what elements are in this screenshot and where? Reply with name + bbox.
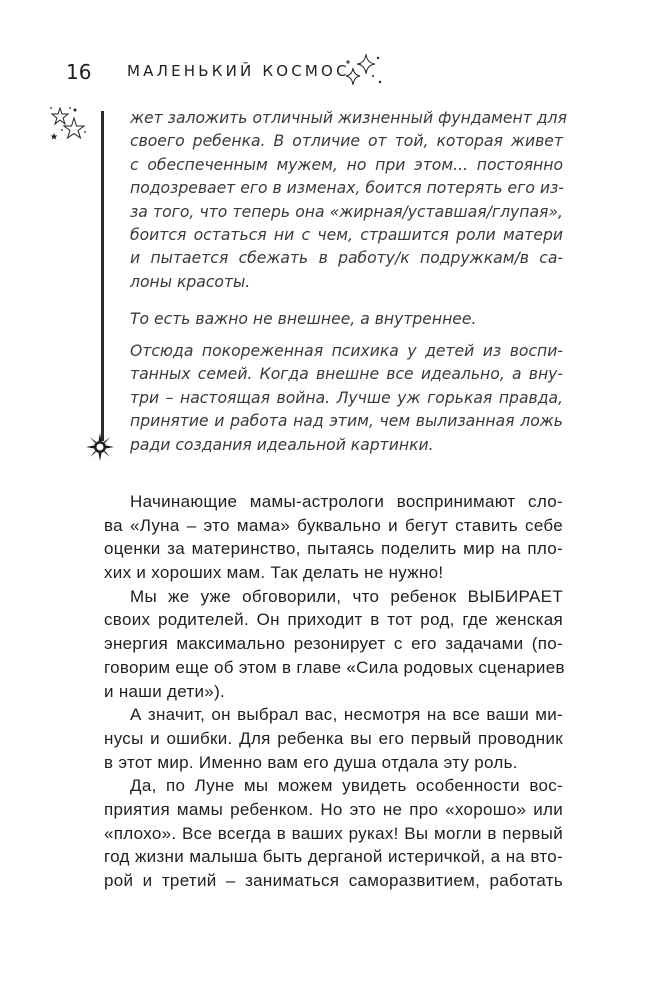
stars-icon (48, 104, 88, 144)
text-line: ради создания идеальной картинки. (130, 435, 434, 454)
text-line: А значит, он выбрал вас, несмотря на все ваши ми- (130, 705, 563, 725)
text-line: оценки за материнство, пытаясь поделить мир на пло- (104, 539, 563, 559)
running-title: МАЛЕНЬКИЙ КОСМОС (127, 62, 350, 80)
text-line: три – настоящая война. Лучше уж горькая правда, (130, 388, 563, 407)
body-text (104, 490, 563, 893)
text-line: энергия максимально резонирует с его задачами (по- (104, 634, 563, 654)
sun-icon (86, 433, 114, 461)
quote-paragraph (130, 340, 563, 457)
text-line: год жизни малыша быть дерганой истеричкой, а на вто- (104, 847, 563, 867)
text-line: хих и хороших мам. Так делать не нужно! (104, 563, 444, 583)
text-line: ва «Луна – это мама» буквально и бегут ставить себе (104, 515, 563, 535)
text-line: боится остаться ни с чем, страшится роли матери (130, 225, 563, 244)
text-line: жет заложить отличный жизненный фундамент для (130, 109, 567, 127)
quote-paragraph (130, 107, 567, 294)
text-line: Мы же уже обговорили, что ребенок ВЫБИРАЕТ (130, 586, 563, 606)
quote-vertical-rule (101, 111, 104, 441)
text-line: «плохо». Все всегда в ваших руках! Вы могли в первый (104, 823, 563, 843)
quote-paragraph (130, 308, 563, 331)
text-line: танных семей. Когда внешне все идеально, а вну- (130, 365, 563, 384)
text-line: нусы и ошибки. Для ребенка вы его первый проводник (104, 728, 563, 748)
page-number: 16 (66, 60, 92, 84)
text-line: Отсюда покореженная психика у детей из воспи- (130, 342, 563, 360)
text-line: за того, что теперь она «жирная/уставшая/глупая», (130, 202, 563, 221)
text-line: говорим еще об этом в главе «Сила родовых сценариев (104, 657, 565, 677)
text-line: рой и третий – заниматься саморазвитием, работать (104, 871, 563, 890)
text-line: То есть важно не внешнее, а внутреннее. (130, 310, 477, 328)
text-line: лоны красоты. (130, 272, 251, 291)
text-line: подозревает его в изменах, боится потерять его из- (130, 179, 564, 198)
text-line: своих родителей. Он приходит в тот род, где женская (104, 610, 563, 630)
text-line: с обеспеченным мужем, но при этом... постоянно (130, 155, 563, 174)
text-line: своего ребенка. В отличие от той, которая живет (130, 132, 563, 151)
text-line: приятия мамы ребенком. Но это не про «хорошо» или (104, 799, 563, 819)
text-line: и наши дети»). (104, 681, 226, 701)
sparkles-icon (340, 50, 388, 92)
text-line: в этот мир. Именно вам его душа отдала эту роль. (104, 752, 518, 772)
text-line: Да, по Луне мы можем увидеть особенности вос- (130, 776, 563, 796)
text-line: Начинающие мамы-астрологи воспринимают сло- (130, 492, 563, 511)
text-line: принятие и работа над этим, чем вылизанная ложь (130, 412, 563, 431)
text-line: и пытается сбежать в работу/к подружкам/в са- (130, 249, 563, 268)
